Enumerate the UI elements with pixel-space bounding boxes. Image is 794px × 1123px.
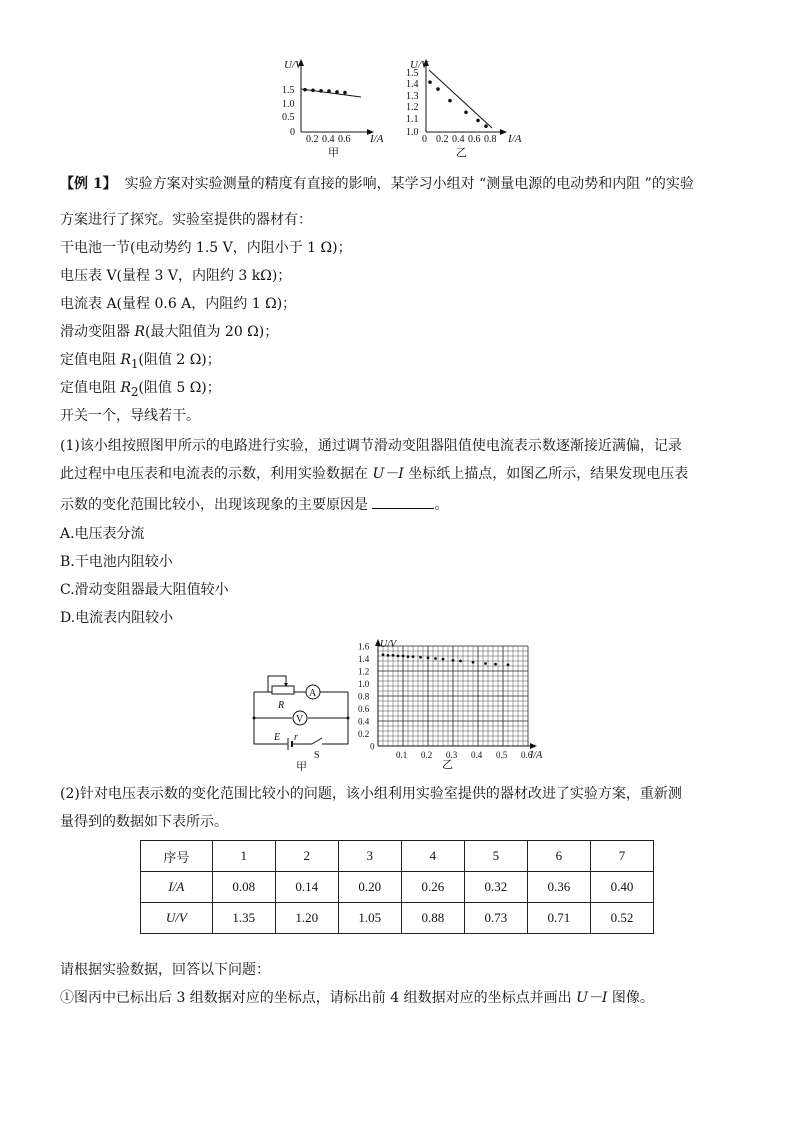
table-cell: 0.73 [464,903,527,934]
switch-label: S [314,750,320,761]
voltmeter-label: V [296,714,304,725]
grid-x-tick: 0.1 [396,750,408,760]
table-cell: 2 [275,841,338,872]
table-row-label: U/V [141,903,213,934]
grid-data-point [392,654,395,657]
table-cell: 5 [464,841,527,872]
yi-data-point [476,119,480,123]
jia-data-point [335,90,339,94]
material-r2: 定值电阻 $R_2$(阻值 5 Ω)； [60,380,221,399]
question-1-line-2: 此过程中电压表和电流表的示数，利用实验数据在 U－I 坐标纸上描点，如图乙所示，结果发现电压表 [60,466,689,482]
grid-y-tick: 1.6 [358,641,370,652]
grid-y-tick: 0 [370,741,375,752]
grid-data-point [459,660,462,663]
grid-data-point [507,663,510,666]
closing-prompt: 请根据实验数据，回答以下问题： [60,962,270,978]
yi-x-tick: 0.8 [484,134,497,145]
yi-data-point [428,80,432,84]
circuit-diagram [248,664,358,772]
jia-caption: 甲 [328,147,339,159]
grid-data-point [407,655,410,658]
grid-y-tick: 0.2 [358,729,370,739]
table-cell: 0.08 [212,872,275,903]
table-cell: 1 [212,841,275,872]
table-cell: 0.40 [590,872,653,903]
grid-data-point [412,655,415,658]
grid-caption: 乙 [442,759,453,771]
internal-r-label: r [294,732,298,743]
table-cell: 0.20 [338,872,401,903]
yi-x-tick: 0.4 [452,134,465,145]
jia-x-label: I/A [370,133,384,145]
jia-x-tick: 0.4 [322,134,335,145]
jia-y-tick: 0 [290,127,295,138]
table-cell: 0.71 [527,903,590,934]
rheostat-symbol [272,686,294,694]
grid-data-point [387,654,390,657]
answer-blank[interactable] [372,494,434,509]
grid-data-point [434,657,437,660]
grid-data-point [442,658,445,661]
grid-data-point [427,656,430,659]
table-row [141,872,654,903]
yi-y-label: U/V [410,59,428,71]
grid-data-point [452,659,455,662]
table-cell: 1.20 [275,903,338,934]
example-tag: 【例 1】 [60,176,117,192]
grid-y-tick: 0.4 [358,716,370,727]
grid-data-point [494,663,497,666]
table-cell: 0.88 [401,903,464,934]
table-row-label: I/A [141,872,213,903]
rheostat-label: R [278,700,285,711]
table-cell: 1.05 [338,903,401,934]
ammeter-label: A [309,688,317,699]
table-cell: 0.52 [590,903,653,934]
jia-data-point [327,89,331,93]
material-switch: 开关一个，导线若干。 [60,408,200,424]
yi-data-point [436,87,440,91]
switch-symbol [312,738,322,744]
jia-y-label: U/V [284,59,302,71]
question-1-line-3: 示数的变化范围比较小，出现该现象的主要原因是 。 [60,494,448,515]
table-cell: 0.36 [527,872,590,903]
grid-x-tick: 0.4 [471,750,483,760]
question-2-line-1: (2)针对电压表示数的变化范围比较小的问题，该小组利用实验室提供的器材改进了实验方案，重新测 [60,786,682,802]
yi-data-point [448,99,452,103]
yi-caption: 乙 [456,147,467,159]
table-cell: 4 [401,841,464,872]
yi-y-tick: 1.4 [406,79,419,90]
table-cell: 1.35 [212,903,275,934]
grid-chart [352,636,552,772]
grid-x-tick: 0.3 [446,750,458,760]
yi-x-label: I/A [508,133,522,145]
table-cell: 3 [338,841,401,872]
table-header-row [141,841,654,872]
question-1-line-1: (1)该小组按照图甲所示的电路进行实验，通过调节滑动变阻器阻值使电流表示数逐渐接近满偏，记录 [60,438,682,454]
yi-y-tick: 1.3 [406,91,419,102]
yi-x-tick: 0 [422,134,427,145]
table-cell: 0.26 [401,872,464,903]
yi-y-tick: 1.1 [406,114,419,125]
material-item: 电流表 A(量程 0.6 A，内阻约 1 Ω)； [60,296,297,312]
grid-data-point [397,655,400,658]
yi-y-tick: 1.2 [406,102,419,113]
emf-label: E [274,732,281,743]
option-c: C.滑动变阻器最大阻值较小 [60,582,229,598]
top-figure-yi [404,56,528,160]
question-2-line-2: 量得到的数据如下表所示。 [60,814,228,830]
top-figure-jia [276,56,386,160]
grid-data-point [484,662,487,665]
yi-x-tick: 0.6 [468,134,481,145]
jia-y-tick: 1.5 [282,85,295,96]
option-a: A.电压表分流 [60,526,145,542]
jia-data-point [303,88,307,92]
grid-data-point [419,656,422,659]
material-item: 电压表 V(量程 3 V，内阻约 3 kΩ)； [60,268,292,284]
data-table [140,840,654,934]
grid-y-tick: 0.8 [358,691,370,702]
yi-y-tick: 1.0 [406,127,419,138]
yi-data-point [484,124,488,128]
grid-y-label: U/V [380,639,397,650]
jia-data-point [311,88,315,92]
jia-data-point [343,91,347,95]
jia-x-tick: 0.2 [306,134,319,145]
jia-x-tick: 0.6 [338,134,351,145]
grid-x-tick: 0.6 [521,750,533,760]
example-intro-1: 【例 1】 实验方案对实验测量的精度有直接的影响，某学习小组对 “测量电源的电动势和内阻 ”的实验 [60,176,694,192]
grid-x-tick: 0.5 [496,750,508,760]
table-cell: 序号 [141,841,213,872]
grid-data-point [402,655,405,658]
grid-x-tick: 0.2 [421,750,433,760]
table-cell: 0.32 [464,872,527,903]
table-cell: 0.14 [275,872,338,903]
material-r1: 定值电阻 $R_1$(阻值 2 Ω)； [60,352,221,371]
closing-sub-1: ①图丙中已标出后 3 组数据对应的坐标点，请标出前 4 组数据对应的坐标点并画出 U－I 图像。 [60,990,654,1006]
grid-data-point [472,661,475,664]
table-cell: 7 [590,841,653,872]
yi-data-point [464,110,468,114]
table-row [141,903,654,934]
example-intro-2: 方案进行了探究。实验室提供的器材有： [60,212,312,228]
option-d: D.电流表内阻较小 [60,610,174,626]
table-cell: 6 [527,841,590,872]
grid-y-tick: 1.2 [358,666,370,677]
grid-x-label: I/A [530,750,543,761]
grid-y-tick: 1.0 [358,679,370,689]
grid-y-tick: 1.4 [358,654,370,664]
grid-data-point [382,653,385,656]
yi-y-tick: 1.5 [406,68,419,79]
grid-y-tick: 0.6 [358,704,370,714]
circuit-caption: 甲 [296,761,307,772]
option-b: B.干电池内阻较小 [60,554,173,570]
jia-y-tick: 1.0 [282,99,295,110]
jia-data-point [319,89,323,93]
material-rheostat: 滑动变阻器 R(最大阻值为 20 Ω)； [60,324,279,340]
jia-y-tick: 0.5 [282,112,295,123]
material-item: 干电池一节(电动势约 1.5 V，内阻小于 1 Ω)； [60,240,352,256]
yi-x-tick: 0.2 [436,134,449,145]
